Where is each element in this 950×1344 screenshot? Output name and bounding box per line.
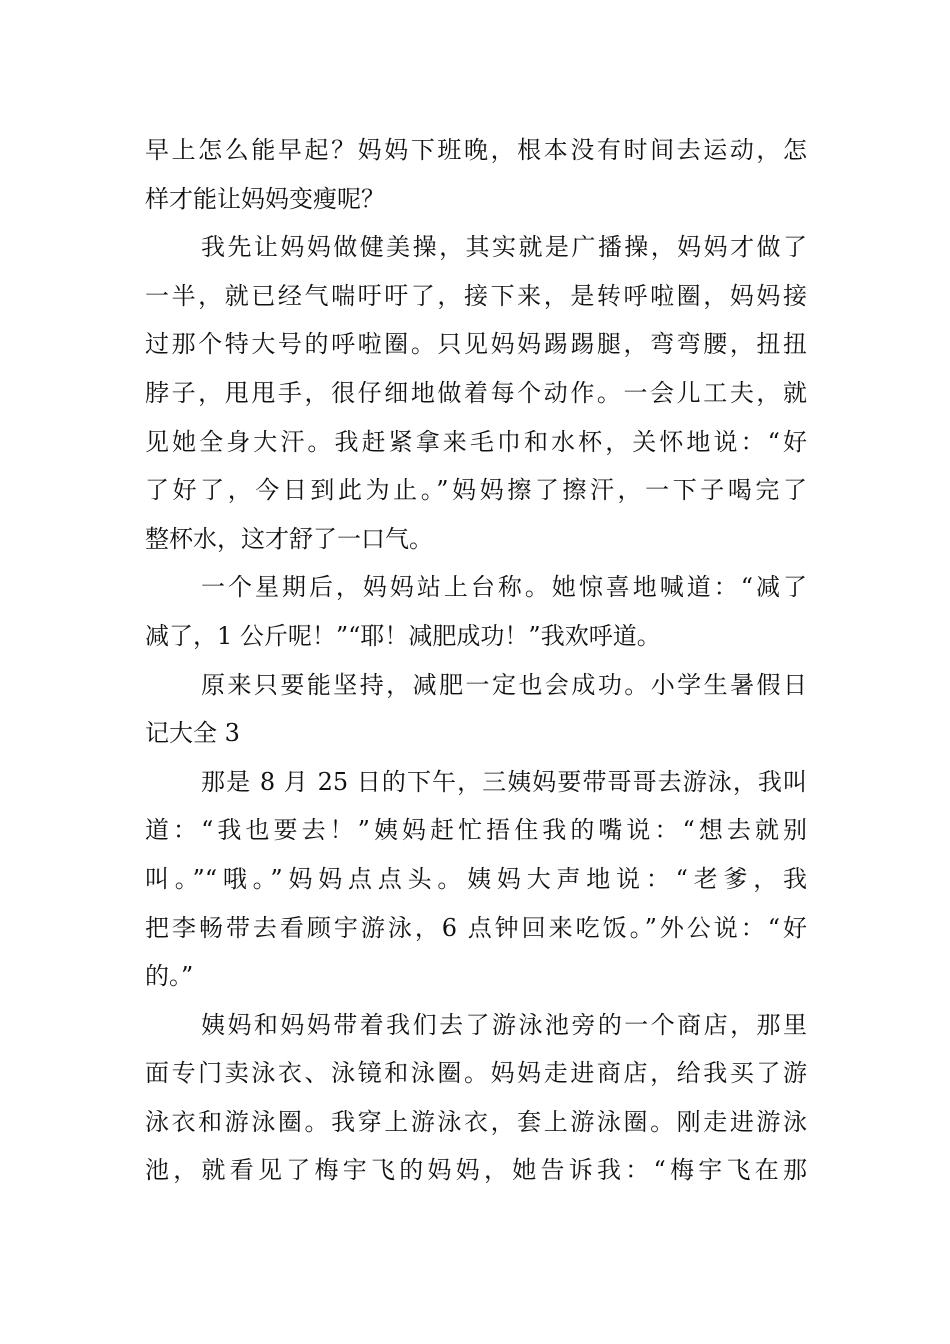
text-line: 的。” (145, 962, 194, 991)
document-body (145, 126, 807, 1195)
text-line: 一个星期后，妈妈站上台称。她惊喜地喊道：“减了 (201, 573, 807, 602)
text-line: 我先让妈妈做健美操，其实就是广播操，妈妈才做了 (201, 233, 807, 262)
text-line: 样才能让妈妈变瘦呢？ (145, 184, 385, 213)
text-line: 那是 8 月 25 日的下午，三姨妈要带哥哥去游泳，我叫 (201, 767, 807, 796)
text-line: 减了，1 公斤呢！”“耶！减肥成功！”我欢呼道。 (145, 621, 661, 650)
text-line: 了好了，今日到此为止。”妈妈擦了擦汗，一下子喝完了 (145, 476, 807, 505)
text-line: 泳衣和游泳圈。我穿上游泳衣，套上游泳圈。刚走进游泳 (145, 1107, 807, 1136)
text-line: 记大全 3 (145, 719, 240, 748)
text-line: 整杯水，这才舒了一口气。 (145, 524, 433, 553)
text-line: 池，就看见了梅宇飞的妈妈，她告诉我：“梅宇飞在那 (145, 1156, 807, 1185)
text-line: 姨妈和妈妈带着我们去了游泳池旁的一个商店，那里 (201, 1010, 807, 1039)
text-line: 叫。”“哦。”妈妈点点头。姨妈大声地说：“老爹，我 (145, 864, 807, 893)
text-line: 道：“我也要去！”姨妈赶忙捂住我的嘴说：“想去就别 (145, 816, 807, 845)
text-line: 脖子，甩甩手，很仔细地做着每个动作。一会儿工夫，就 (145, 378, 807, 407)
text-line: 一半，就已经气喘吁吁了，接下来，是转呼啦圈，妈妈接 (145, 281, 807, 310)
text-line: 原来只要能坚持，减肥一定也会成功。小学生暑假日 (201, 670, 807, 699)
text-line: 过那个特大号的呼啦圈。只见妈妈踢踢腿，弯弯腰，扭扭 (145, 330, 807, 359)
text-line: 面专门卖泳衣、泳镜和泳圈。妈妈走进商店，给我买了游 (145, 1059, 807, 1088)
text-line: 早上怎么能早起？妈妈下班晚，根本没有时间去运动，怎 (145, 136, 807, 164)
text-line: 把李畅带去看顾宇游泳，6 点钟回来吃饭。”外公说：“好 (145, 913, 807, 942)
text-line: 见她全身大汗。我赶紧拿来毛巾和水杯，关怀地说：“好 (145, 427, 807, 456)
